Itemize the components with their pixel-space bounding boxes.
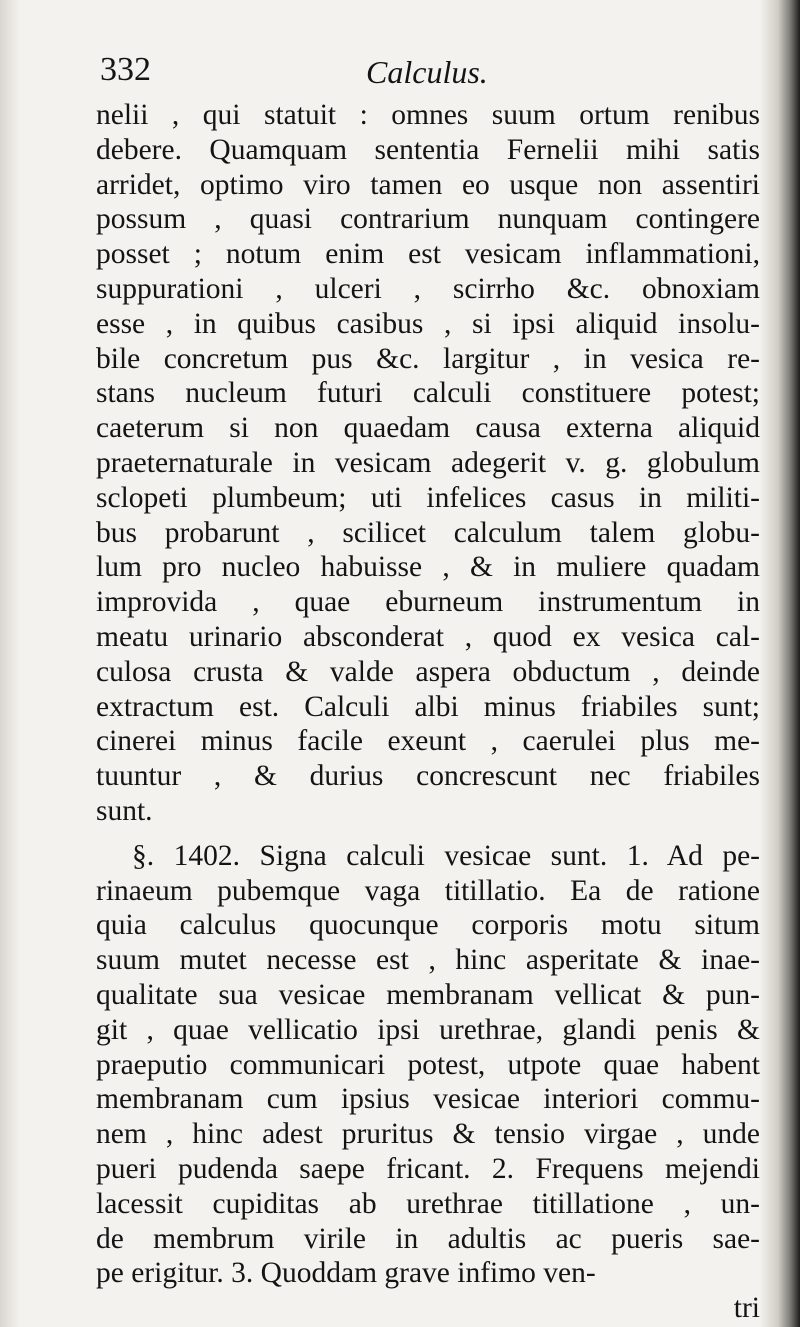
text-line: extractum est. Calculi albi minus friabiles sunt; — [96, 690, 760, 723]
text-line: qualitate sua vesicae membranam vellicat & pun- — [96, 978, 760, 1011]
paragraph-gap — [96, 829, 768, 839]
text-line: de membrum virile in adultis ac pueris sae- — [96, 1222, 760, 1255]
text-line: praeputio communicari potest, utpote quae habent — [96, 1048, 760, 1081]
text-line: bus probarunt , scilicet calculum talem globu- — [96, 516, 760, 549]
text-line: pueri pudenda saepe fricant. 2. Frequens mejendi — [96, 1152, 760, 1185]
text-line: sunt. — [96, 794, 153, 827]
running-title: Calculus. — [366, 54, 488, 90]
text-line: meatu urinario absconderat , quod ex vesica cal- — [96, 620, 760, 653]
text-line: cinerei minus facile exeunt , caerulei plus me- — [96, 725, 760, 758]
text-line: arridet, optimo viro tamen eo usque non assentiri — [96, 168, 760, 201]
text-line: nelii , qui statuit : omnes suum ortum renibus — [96, 99, 760, 131]
text-line: sclopeti plumbeum; uti infelices casus in militi- — [96, 481, 760, 514]
page-number: 332 — [100, 51, 151, 88]
text-line: culosa crusta & valde aspera obductum , deinde — [96, 655, 760, 688]
text-line: §. 1402. Signa calculi vesicae sunt. 1. Ad pe- — [132, 839, 760, 872]
paragraph-2 — [96, 839, 768, 1291]
text-line: praeternaturale in vesicam adegerit v. g. globulum — [96, 446, 760, 479]
text-line: rinaeum pubemque vaga titillatio. Ea de ratione — [96, 874, 760, 907]
body-text — [96, 98, 768, 1326]
text-line: debere. Quamquam sententia Fernelii mihi satis — [96, 133, 760, 166]
text-line: esse , in quibus casibus , si ipsi aliquid insolu- — [96, 307, 760, 340]
text-line: improvida , quae eburneum instrumentum in — [96, 586, 760, 619]
catchword: tri — [733, 1292, 760, 1325]
text-line: membranam cum ipsius vesicae interiori commu- — [96, 1083, 760, 1116]
text-line: suum mutet necesse est , hinc asperitate & inae- — [96, 944, 760, 977]
text-line: quia calculus quocunque corporis motu situm — [96, 909, 760, 942]
text-line: stans nucleum futuri calculi constituere potest; — [96, 377, 760, 410]
page-gutter-shadow — [0, 0, 20, 1327]
book-page — [96, 48, 768, 1326]
text-line: tuuntur , & durius concrescunt nec friabiles — [96, 760, 760, 793]
text-line: caeterum si non quaedam causa externa aliquid — [96, 412, 760, 445]
text-line: lacessit cupiditas ab urethrae titillatione , un- — [96, 1187, 760, 1220]
text-line: bile concretum pus &c. largitur , in vesica re- — [96, 342, 760, 375]
paragraph-1 — [96, 98, 768, 829]
text-line: nem , hinc adest pruritus & tensio virgae , unde — [96, 1118, 760, 1151]
text-line: lum pro nucleo habuisse , & in muliere quadam — [96, 551, 760, 584]
text-line: posset ; notum enim est vesicam inflammationi, — [96, 238, 760, 271]
text-line: possum , quasi contrarium nunquam contingere — [96, 203, 760, 236]
page-header — [96, 48, 768, 98]
text-line: suppurationi , ulceri , scirrho &c. obnoxiam — [96, 272, 760, 305]
text-line: pe erigitur. 3. Quoddam grave infimo ven- — [96, 1257, 596, 1290]
text-line: git , quae vellicatio ipsi urethrae, glandi penis & — [96, 1013, 760, 1046]
